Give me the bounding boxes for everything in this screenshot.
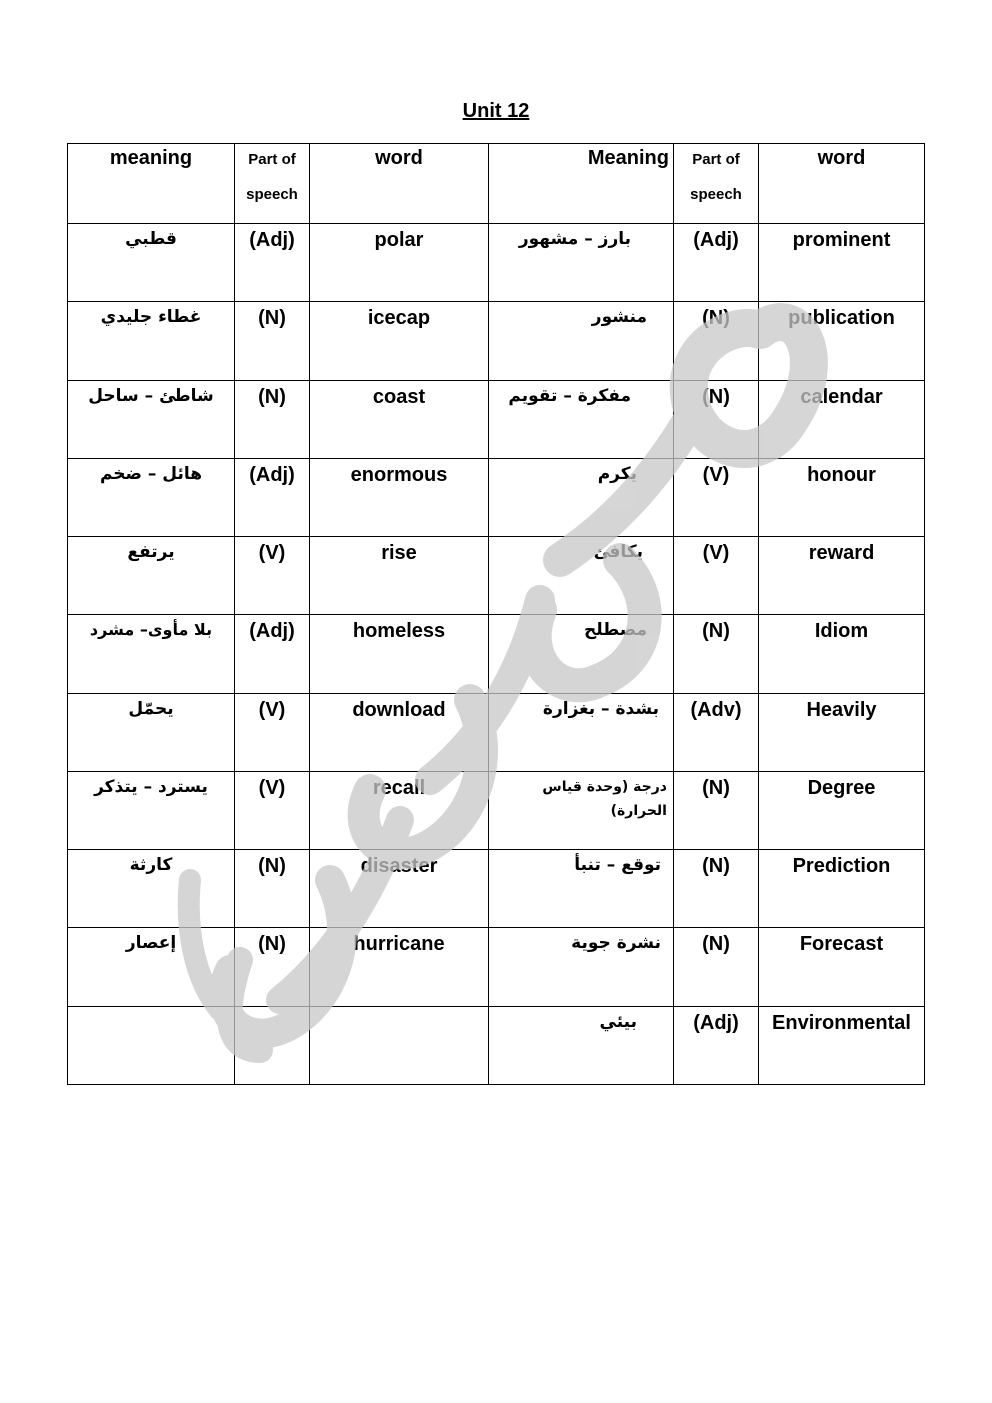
left-word-cell: rise — [310, 537, 489, 615]
left-pos-cell — [235, 1006, 310, 1084]
page-title: Unit 12 — [462, 100, 530, 122]
right-meaning-cell: بيئي — [489, 1006, 674, 1084]
right-pos-cell: (N) — [674, 771, 759, 849]
header-left-meaning: meaning — [68, 144, 235, 224]
right-meaning-cell: منشور — [489, 302, 674, 380]
left-pos-cell: (N) — [235, 928, 310, 1006]
vocabulary-table — [67, 143, 925, 1085]
right-pos-cell: (V) — [674, 458, 759, 536]
left-meaning-cell: قطبي — [68, 224, 235, 302]
table-row — [68, 380, 925, 458]
right-word-cell: honour — [759, 458, 925, 536]
left-word-cell: download — [310, 693, 489, 771]
table-row — [68, 302, 925, 380]
header-right-word: word — [759, 144, 925, 224]
left-word-cell: coast — [310, 380, 489, 458]
table-row — [68, 928, 925, 1006]
table-row — [68, 224, 925, 302]
right-pos-cell: (V) — [674, 537, 759, 615]
left-word-cell: icecap — [310, 302, 489, 380]
left-meaning-cell: يرتفع — [68, 537, 235, 615]
left-pos-cell: (Adj) — [235, 224, 310, 302]
left-word-cell: enormous — [310, 458, 489, 536]
right-pos-cell: (N) — [674, 850, 759, 928]
left-word-cell: hurricane — [310, 928, 489, 1006]
left-word-cell: polar — [310, 224, 489, 302]
table-row — [68, 1006, 925, 1084]
left-meaning-cell: بلا مأوى– مشرد — [68, 615, 235, 693]
header-left-word: word — [310, 144, 489, 224]
table-row — [68, 771, 925, 849]
left-meaning-cell: إعصار — [68, 928, 235, 1006]
right-pos-cell: (Adj) — [674, 224, 759, 302]
left-pos-cell: (V) — [235, 771, 310, 849]
right-word-cell: calendar — [759, 380, 925, 458]
right-word-cell: Degree — [759, 771, 925, 849]
table-row — [68, 537, 925, 615]
table-row — [68, 693, 925, 771]
right-meaning-cell: مصطلح — [489, 615, 674, 693]
left-word-cell: recall — [310, 771, 489, 849]
left-meaning-cell: شاطئ – ساحل — [68, 380, 235, 458]
right-meaning-cell: توقع – تنبأ — [489, 850, 674, 928]
header-right-part-of-speech: Part of speech — [674, 144, 759, 224]
table-row — [68, 615, 925, 693]
right-word-cell: publication — [759, 302, 925, 380]
right-meaning-cell: بارز – مشهور — [489, 224, 674, 302]
right-word-cell: reward — [759, 537, 925, 615]
left-meaning-cell: غطاء جليدي — [68, 302, 235, 380]
right-pos-cell: (N) — [674, 302, 759, 380]
right-pos-cell: (Adj) — [674, 1006, 759, 1084]
right-pos-cell: (Adv) — [674, 693, 759, 771]
right-meaning-cell: نشرة جوية — [489, 928, 674, 1006]
left-word-cell: disaster — [310, 850, 489, 928]
left-meaning-cell: هائل – ضخم — [68, 458, 235, 536]
right-pos-cell: (N) — [674, 380, 759, 458]
right-word-cell: Heavily — [759, 693, 925, 771]
left-meaning-cell: يسترد – يتذكر — [68, 771, 235, 849]
header-row — [68, 144, 925, 224]
right-word-cell: Environmental — [759, 1006, 925, 1084]
left-pos-cell: (N) — [235, 302, 310, 380]
right-pos-cell: (N) — [674, 615, 759, 693]
left-word-cell — [310, 1006, 489, 1084]
header-left-part-of-speech: Part of speech — [235, 144, 310, 224]
table-row — [68, 458, 925, 536]
left-meaning-cell: كارثة — [68, 850, 235, 928]
left-pos-cell: (N) — [235, 380, 310, 458]
right-word-cell: Prediction — [759, 850, 925, 928]
left-meaning-cell: يحمّل — [68, 693, 235, 771]
left-pos-cell: (V) — [235, 693, 310, 771]
right-word-cell: Idiom — [759, 615, 925, 693]
header-right-meaning: Meaning — [489, 144, 674, 224]
right-meaning-cell: يكافئ — [489, 537, 674, 615]
table-row — [68, 850, 925, 928]
left-pos-cell: (Adj) — [235, 615, 310, 693]
right-meaning-cell: مفكرة – تقويم — [489, 380, 674, 458]
right-meaning-cell: بشدة – بغزارة — [489, 693, 674, 771]
left-meaning-cell — [68, 1006, 235, 1084]
right-word-cell: Forecast — [759, 928, 925, 1006]
left-pos-cell: (Adj) — [235, 458, 310, 536]
right-meaning-cell: يكرم — [489, 458, 674, 536]
left-pos-cell: (V) — [235, 537, 310, 615]
right-word-cell: prominent — [759, 224, 925, 302]
right-meaning-cell: درجة (وحدة قياس الحرارة) — [489, 771, 674, 849]
left-word-cell: homeless — [310, 615, 489, 693]
left-pos-cell: (N) — [235, 850, 310, 928]
right-pos-cell: (N) — [674, 928, 759, 1006]
